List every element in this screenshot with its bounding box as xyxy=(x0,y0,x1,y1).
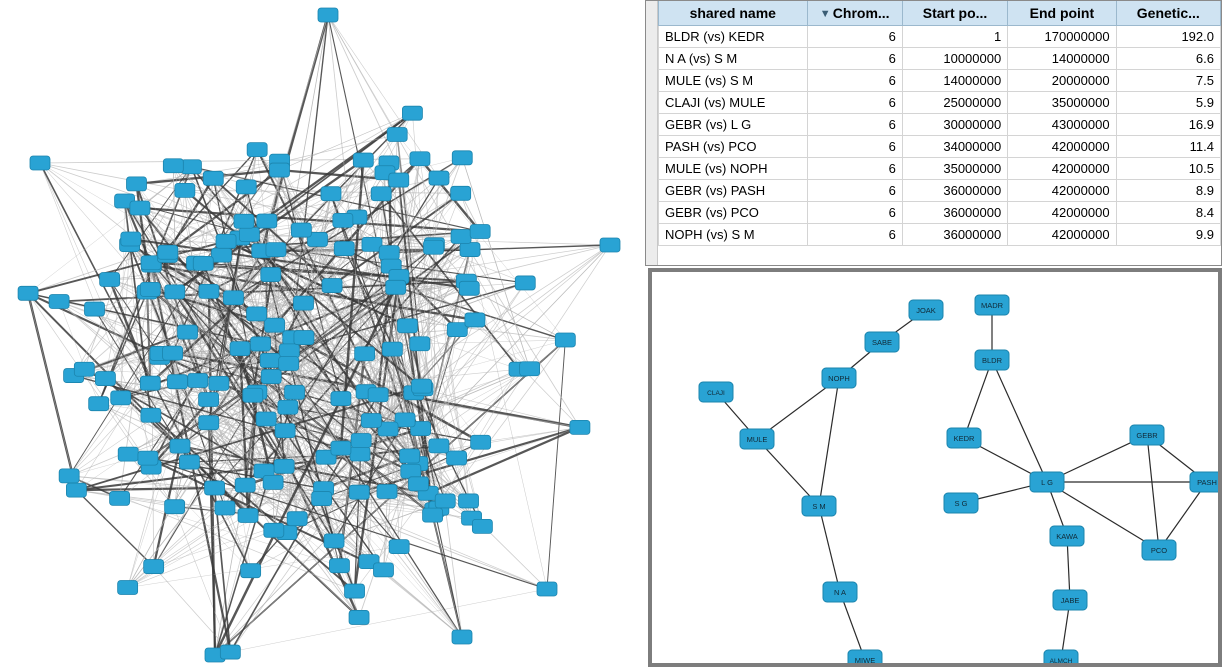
network-node[interactable] xyxy=(266,243,286,257)
cell-end-point[interactable]: 43000000 xyxy=(1008,114,1116,136)
subnetwork-node[interactable] xyxy=(975,350,1009,370)
network-node[interactable] xyxy=(209,376,229,390)
node-label: CLAJI xyxy=(707,390,725,397)
network-node[interactable] xyxy=(285,385,305,399)
edge-table-panel[interactable] xyxy=(645,0,1222,266)
network-node[interactable] xyxy=(118,447,138,461)
network-node[interactable] xyxy=(515,276,535,290)
node-label: JABE xyxy=(1060,596,1080,605)
subnetwork-edge[interactable] xyxy=(1147,435,1159,550)
table-row-gutter xyxy=(646,1,658,265)
network-node[interactable] xyxy=(389,540,409,554)
network-node[interactable] xyxy=(270,163,290,177)
network-node[interactable] xyxy=(377,485,397,499)
network-node[interactable] xyxy=(555,333,575,347)
cell-start-point[interactable]: 35000000 xyxy=(902,158,1007,180)
network-node[interactable] xyxy=(386,280,406,294)
table-body[interactable] xyxy=(659,26,1221,246)
node-label: MULE xyxy=(746,435,768,444)
network-node[interactable] xyxy=(452,630,472,644)
cell-shared-name[interactable]: MULE (vs) S M xyxy=(659,70,808,92)
network-node[interactable] xyxy=(163,346,183,360)
network-node[interactable] xyxy=(223,291,243,305)
network-node[interactable] xyxy=(66,483,86,497)
network-node[interactable] xyxy=(447,323,467,337)
network-node[interactable] xyxy=(324,534,344,548)
network-node[interactable] xyxy=(261,370,281,384)
network-node[interactable] xyxy=(257,214,277,228)
network-node[interactable] xyxy=(179,455,199,469)
network-node[interactable] xyxy=(127,177,147,191)
network-node[interactable] xyxy=(355,347,375,361)
cell-shared-name[interactable]: MULE (vs) NOPH xyxy=(659,158,808,180)
network-node[interactable] xyxy=(238,508,258,522)
cell-start-point[interactable]: 36000000 xyxy=(902,224,1007,246)
node-label: JOAK xyxy=(916,306,936,315)
node-label: N A xyxy=(833,588,847,597)
cell-genetic[interactable]: 8.9 xyxy=(1116,180,1220,202)
network-node[interactable] xyxy=(138,451,158,465)
cell-chromosome[interactable]: 6 xyxy=(807,136,902,158)
network-node[interactable] xyxy=(239,228,259,242)
subnetwork-node[interactable] xyxy=(1190,472,1218,492)
network-node[interactable] xyxy=(247,143,267,157)
cell-start-point[interactable]: 1 xyxy=(902,26,1007,48)
table-row[interactable] xyxy=(659,158,1221,180)
network-node[interactable] xyxy=(402,106,422,120)
cell-chromosome[interactable]: 6 xyxy=(807,26,902,48)
cell-start-point[interactable]: 34000000 xyxy=(902,136,1007,158)
cell-end-point[interactable]: 14000000 xyxy=(1008,48,1116,70)
network-node[interactable] xyxy=(130,201,150,215)
network-node[interactable] xyxy=(424,240,444,254)
network-node[interactable] xyxy=(353,153,373,167)
network-node[interactable] xyxy=(144,560,164,574)
network-node[interactable] xyxy=(118,581,138,595)
network-node[interactable] xyxy=(220,645,240,659)
subnetwork-node[interactable] xyxy=(947,428,981,448)
subnetwork-node[interactable] xyxy=(823,582,857,602)
cell-end-point[interactable]: 170000000 xyxy=(1008,26,1116,48)
network-node[interactable] xyxy=(465,313,485,327)
network-node[interactable] xyxy=(333,213,353,227)
column-header-start-point-label: Start po... xyxy=(922,5,988,21)
network-node[interactable] xyxy=(368,388,388,402)
subnetwork-node[interactable] xyxy=(1044,650,1078,663)
network-node[interactable] xyxy=(165,500,185,514)
cell-shared-name[interactable]: PASH (vs) PCO xyxy=(659,136,808,158)
table-row[interactable] xyxy=(659,48,1221,70)
subnetwork-node[interactable] xyxy=(1050,526,1084,546)
subnetwork-node[interactable] xyxy=(1130,425,1164,445)
network-node[interactable] xyxy=(447,451,467,465)
network-node[interactable] xyxy=(199,416,219,430)
network-node[interactable] xyxy=(321,187,341,201)
cell-shared-name[interactable]: GEBR (vs) L G xyxy=(659,114,808,136)
network-node[interactable] xyxy=(275,424,295,438)
network-node[interactable] xyxy=(373,563,393,577)
network-node[interactable] xyxy=(410,337,430,351)
cell-end-point[interactable]: 35000000 xyxy=(1008,92,1116,114)
network-node[interactable] xyxy=(410,152,430,166)
subnetwork-edge[interactable] xyxy=(964,360,992,438)
network-node[interactable] xyxy=(170,439,190,453)
network-node[interactable] xyxy=(351,433,371,447)
network-node[interactable] xyxy=(74,362,94,376)
cell-chromosome[interactable]: 6 xyxy=(807,224,902,246)
cell-start-point[interactable]: 36000000 xyxy=(902,202,1007,224)
network-node[interactable] xyxy=(361,413,381,427)
network-node[interactable] xyxy=(452,151,472,165)
network-node[interactable] xyxy=(111,391,131,405)
network-node[interactable] xyxy=(163,159,183,173)
cell-shared-name[interactable]: BLDR (vs) KEDR xyxy=(659,26,808,48)
subnetwork-node[interactable] xyxy=(848,650,882,663)
subnetwork-node[interactable] xyxy=(1053,590,1087,610)
network-node[interactable] xyxy=(216,234,236,248)
subnetwork-edge[interactable] xyxy=(992,360,1047,482)
cell-shared-name[interactable]: NOPH (vs) S M xyxy=(659,224,808,246)
node-label: KAWA xyxy=(1056,532,1078,541)
network-node[interactable] xyxy=(389,173,409,187)
table-row[interactable] xyxy=(659,114,1221,136)
column-header-shared-name[interactable] xyxy=(659,1,808,26)
table-row[interactable] xyxy=(659,26,1221,48)
cell-genetic[interactable]: 192.0 xyxy=(1116,26,1220,48)
node-label: BLDR xyxy=(981,356,1003,365)
network-node[interactable] xyxy=(241,564,261,578)
cell-genetic[interactable]: 7.5 xyxy=(1116,70,1220,92)
network-node[interactable] xyxy=(408,477,428,491)
cell-chromosome[interactable]: 6 xyxy=(807,70,902,92)
column-header-chromosome-label: Chrom... xyxy=(832,5,890,21)
column-header-genetic-label: Genetic... xyxy=(1136,5,1200,21)
network-node[interactable] xyxy=(199,392,219,406)
network-node[interactable] xyxy=(349,485,369,499)
cell-shared-name[interactable]: N A (vs) S M xyxy=(659,48,808,70)
network-node[interactable] xyxy=(178,325,198,339)
network-node[interactable] xyxy=(215,501,235,515)
network-node[interactable] xyxy=(243,388,263,402)
subnetwork-edge[interactable] xyxy=(819,506,840,592)
cell-start-point[interactable]: 14000000 xyxy=(902,70,1007,92)
table-row[interactable] xyxy=(659,70,1221,92)
subnetwork-node[interactable] xyxy=(865,332,899,352)
network-node[interactable] xyxy=(175,183,195,197)
cell-genetic[interactable]: 10.5 xyxy=(1116,158,1220,180)
network-node[interactable] xyxy=(459,494,479,508)
network-node[interactable] xyxy=(387,128,407,142)
table-row[interactable] xyxy=(659,202,1221,224)
node-label: PCO xyxy=(1150,546,1168,555)
column-header-end-point[interactable] xyxy=(1008,1,1116,26)
network-node[interactable] xyxy=(537,582,557,596)
cell-chromosome[interactable]: 6 xyxy=(807,180,902,202)
subnetwork-node[interactable] xyxy=(909,300,943,320)
network-node[interactable] xyxy=(318,8,338,22)
table-row[interactable] xyxy=(659,180,1221,202)
network-node[interactable] xyxy=(251,337,271,351)
cell-end-point[interactable]: 42000000 xyxy=(1008,202,1116,224)
cell-end-point[interactable]: 42000000 xyxy=(1008,180,1116,202)
column-header-chromosome[interactable] xyxy=(807,1,902,26)
network-node[interactable] xyxy=(141,408,161,422)
network-node[interactable] xyxy=(294,331,314,345)
cell-genetic[interactable]: 9.9 xyxy=(1116,224,1220,246)
network-node[interactable] xyxy=(205,481,225,495)
network-node[interactable] xyxy=(350,447,370,461)
network-node[interactable] xyxy=(331,392,351,406)
node-label: KEDR xyxy=(953,434,975,443)
network-node[interactable] xyxy=(570,420,590,434)
network-node[interactable] xyxy=(263,475,283,489)
network-node[interactable] xyxy=(382,342,402,356)
subnetwork-node[interactable] xyxy=(1142,540,1176,560)
network-node[interactable] xyxy=(291,223,311,237)
cell-genetic[interactable]: 5.9 xyxy=(1116,92,1220,114)
network-node[interactable] xyxy=(247,307,267,321)
network-node[interactable] xyxy=(274,459,294,473)
table-header-row xyxy=(659,1,1221,26)
network-node[interactable] xyxy=(59,469,79,483)
filter-icon[interactable]: ▼ xyxy=(819,8,831,21)
node-label: MADR xyxy=(980,301,1004,310)
network-node[interactable] xyxy=(84,302,104,316)
cell-end-point[interactable]: 42000000 xyxy=(1008,136,1116,158)
network-node[interactable] xyxy=(429,171,449,185)
column-header-end-point-label: End point xyxy=(1029,5,1095,21)
network-node[interactable] xyxy=(331,441,351,455)
network-node[interactable] xyxy=(199,284,219,298)
cell-end-point[interactable]: 20000000 xyxy=(1008,70,1116,92)
network-node[interactable] xyxy=(211,248,231,262)
table-scroll-area[interactable] xyxy=(658,1,1221,265)
network-node[interactable] xyxy=(49,294,69,308)
cell-chromosome[interactable]: 6 xyxy=(807,114,902,136)
network-node[interactable] xyxy=(181,160,201,174)
subnetwork-node[interactable] xyxy=(975,295,1009,315)
cell-chromosome[interactable]: 6 xyxy=(807,202,902,224)
network-node[interactable] xyxy=(234,214,254,228)
node-label: NOPH xyxy=(828,374,850,383)
network-node[interactable] xyxy=(345,584,365,598)
subnetwork-canvas[interactable] xyxy=(652,272,1218,663)
cell-chromosome[interactable]: 6 xyxy=(807,92,902,114)
network-node[interactable] xyxy=(329,559,349,573)
network-node[interactable] xyxy=(379,246,399,260)
network-node[interactable] xyxy=(423,508,443,522)
network-node[interactable] xyxy=(188,374,208,388)
network-node[interactable] xyxy=(287,512,307,526)
network-node[interactable] xyxy=(400,449,420,463)
node-label: L G xyxy=(1041,478,1053,487)
network-node[interactable] xyxy=(264,523,284,537)
network-node[interactable] xyxy=(256,412,276,426)
network-node[interactable] xyxy=(193,256,213,270)
network-node[interactable] xyxy=(334,242,354,256)
node-label: PASH xyxy=(1197,478,1217,487)
table-row[interactable] xyxy=(659,92,1221,114)
network-node[interactable] xyxy=(140,376,160,390)
cell-genetic[interactable]: 6.6 xyxy=(1116,48,1220,70)
network-node[interactable] xyxy=(95,372,115,386)
cell-end-point[interactable]: 42000000 xyxy=(1008,158,1116,180)
cell-shared-name[interactable]: GEBR (vs) PCO xyxy=(659,202,808,224)
network-node[interactable] xyxy=(312,492,332,506)
subnetwork-node[interactable] xyxy=(822,368,856,388)
cell-start-point[interactable]: 36000000 xyxy=(902,180,1007,202)
table-row[interactable] xyxy=(659,224,1221,246)
network-node[interactable] xyxy=(167,375,187,389)
network-node[interactable] xyxy=(278,400,298,414)
cell-start-point[interactable]: 30000000 xyxy=(902,114,1007,136)
column-header-shared-name-label: shared name xyxy=(689,5,776,21)
network-node[interactable] xyxy=(520,362,540,376)
cell-chromosome[interactable]: 6 xyxy=(807,48,902,70)
cell-start-point[interactable]: 10000000 xyxy=(902,48,1007,70)
column-header-start-point[interactable] xyxy=(902,1,1007,26)
network-node[interactable] xyxy=(459,281,479,295)
cell-shared-name[interactable]: CLAJI (vs) MULE xyxy=(659,92,808,114)
network-node[interactable] xyxy=(261,268,281,282)
right-column xyxy=(645,0,1222,669)
node-label: MIWE xyxy=(854,656,876,663)
network-node[interactable] xyxy=(260,353,280,367)
network-node[interactable] xyxy=(470,224,490,238)
node-label: SABE xyxy=(871,338,893,347)
network-node[interactable] xyxy=(110,491,130,505)
subnetwork-node[interactable] xyxy=(740,429,774,449)
network-node[interactable] xyxy=(397,319,417,333)
network-node[interactable] xyxy=(472,519,492,533)
network-node[interactable] xyxy=(460,243,480,257)
subnetwork-node[interactable] xyxy=(699,382,733,402)
network-node[interactable] xyxy=(265,318,285,332)
cell-genetic[interactable]: 8.4 xyxy=(1116,202,1220,224)
table-row[interactable] xyxy=(659,136,1221,158)
network-node[interactable] xyxy=(30,156,50,170)
selected-subnetwork-view[interactable] xyxy=(648,268,1222,667)
network-node[interactable] xyxy=(158,245,178,259)
node-label: ALMCH xyxy=(1049,658,1073,663)
network-node[interactable] xyxy=(293,296,313,310)
network-node[interactable] xyxy=(401,464,421,478)
network-node[interactable] xyxy=(435,494,455,508)
node-label: GEBR xyxy=(1136,431,1158,440)
network-node[interactable] xyxy=(279,357,299,371)
cell-genetic[interactable]: 16.9 xyxy=(1116,114,1220,136)
network-node[interactable] xyxy=(279,344,299,358)
network-node[interactable] xyxy=(235,478,255,492)
network-node[interactable] xyxy=(100,273,120,287)
network-node[interactable] xyxy=(230,342,250,356)
subnetwork-node[interactable] xyxy=(1030,472,1064,492)
cell-start-point[interactable]: 25000000 xyxy=(902,92,1007,114)
cell-chromosome[interactable]: 6 xyxy=(807,158,902,180)
subnetwork-node[interactable] xyxy=(802,496,836,516)
network-node[interactable] xyxy=(322,279,342,293)
network-node[interactable] xyxy=(451,186,471,200)
subnetwork-node[interactable] xyxy=(944,493,978,513)
network-node[interactable] xyxy=(236,180,256,194)
node-label: S G xyxy=(954,499,968,508)
large-network-edges xyxy=(28,15,610,655)
network-node[interactable] xyxy=(89,397,109,411)
subnetwork-edge[interactable] xyxy=(819,378,839,506)
column-header-genetic[interactable] xyxy=(1116,1,1220,26)
network-node[interactable] xyxy=(203,171,223,185)
cell-shared-name[interactable]: GEBR (vs) PASH xyxy=(659,180,808,202)
network-node[interactable] xyxy=(429,439,449,453)
network-node[interactable] xyxy=(600,238,620,252)
network-node[interactable] xyxy=(121,232,141,246)
network-node[interactable] xyxy=(349,610,369,624)
network-node[interactable] xyxy=(18,286,38,300)
network-node[interactable] xyxy=(451,230,471,244)
cell-end-point[interactable]: 42000000 xyxy=(1008,224,1116,246)
network-node[interactable] xyxy=(471,435,491,449)
network-node[interactable] xyxy=(140,282,160,296)
node-label: S M xyxy=(812,502,826,511)
cell-genetic[interactable]: 11.4 xyxy=(1116,136,1220,158)
network-node[interactable] xyxy=(371,187,391,201)
network-node[interactable] xyxy=(165,285,185,299)
network-node[interactable] xyxy=(412,379,432,393)
edge-table[interactable] xyxy=(658,1,1221,246)
